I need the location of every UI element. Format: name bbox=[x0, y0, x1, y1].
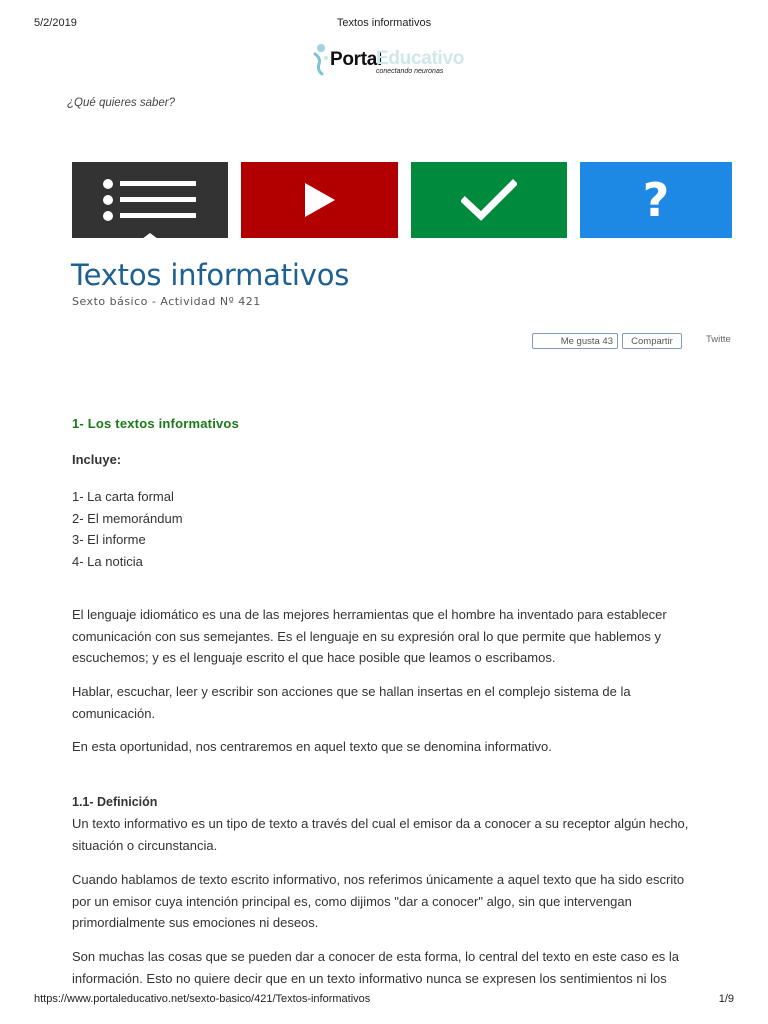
page-subtitle: Sexto básico - Actividad Nº 421 bbox=[72, 295, 261, 308]
paragraph-line: Cuando hablamos de texto escrito informativo, nos referimos únicamente a aquel texto que ha sido escrito bbox=[72, 872, 685, 887]
paragraph-line: Hablar, escuchar, leer y escribir son acciones que se hallan insertas en el complejo sistema de la bbox=[72, 684, 631, 699]
definition-paragraph-1 bbox=[72, 813, 734, 856]
list-icon bbox=[100, 178, 200, 222]
check-icon bbox=[461, 179, 517, 221]
like-button[interactable]: Me gusta 43 bbox=[532, 333, 618, 349]
intro-paragraph-1 bbox=[72, 604, 734, 669]
paragraph-line: escuchemos; y es el lenguaje escrito el que hace posible que leamos o escribamos. bbox=[72, 650, 556, 665]
play-icon bbox=[303, 181, 337, 219]
print-date: 5/2/2019 bbox=[34, 17, 77, 29]
paragraph-line: por un emisor cuya intención principal es, como dijimos "dar a conocer" algo, sin que intervengan bbox=[72, 893, 632, 909]
search-prompt[interactable]: ¿Qué quieres saber? bbox=[67, 97, 176, 109]
print-page-number: 1/9 bbox=[718, 993, 734, 1005]
print-header bbox=[34, 17, 734, 31]
definition-heading: 1.1- Definición bbox=[72, 795, 158, 809]
print-doc-title: Textos informativos bbox=[336, 17, 432, 29]
includes-list bbox=[72, 486, 183, 572]
question-icon bbox=[641, 176, 671, 224]
definition-paragraph-3 bbox=[72, 946, 734, 990]
list-item: 3- El informe bbox=[72, 532, 146, 547]
print-footer bbox=[34, 993, 734, 1007]
paragraph-line: primordialmente sus emociones ni deseos. bbox=[72, 915, 319, 930]
paragraph-line: situación o circunstancia. bbox=[72, 837, 218, 853]
intro-paragraph-2 bbox=[72, 681, 734, 724]
tile-exercises[interactable] bbox=[411, 162, 567, 238]
logo-tagline: conectando neuronas bbox=[376, 68, 444, 75]
site-logo[interactable] bbox=[310, 40, 465, 80]
list-item: 2- El memorándum bbox=[72, 510, 183, 526]
tile-help[interactable] bbox=[580, 162, 732, 238]
tile-contents[interactable] bbox=[72, 162, 228, 238]
paragraph-line: Son muchas las cosas que se pueden dar a conocer de esta forma, lo central del texto en este caso es la bbox=[72, 949, 680, 964]
logo-mark-icon bbox=[312, 42, 330, 76]
paragraph-line: El lenguaje idiomático es una de las mejores herramientas que el hombre ha inventado para establecer bbox=[72, 607, 667, 622]
section-heading: 1- Los textos informativos bbox=[72, 416, 240, 431]
paragraph-line: Un texto informativo es un tipo de texto a través del cual el emisor da a conocer a su receptor algún hecho, bbox=[72, 816, 689, 831]
logo-word-secondary: Educativo bbox=[376, 48, 465, 69]
definition-paragraph-2 bbox=[72, 869, 734, 934]
list-item: 1- La carta formal bbox=[72, 489, 174, 504]
print-url[interactable]: https://www.portaleducativo.net/sexto-basico/421/Textos-informativos bbox=[34, 993, 371, 1005]
paragraph-line: comunicación. bbox=[72, 705, 156, 721]
share-button[interactable]: Compartir bbox=[622, 333, 682, 349]
page-title: Textos informativos bbox=[71, 258, 350, 292]
active-tile-pointer bbox=[142, 233, 158, 239]
svg-text:?: ? bbox=[642, 176, 670, 224]
tile-video[interactable] bbox=[241, 162, 398, 238]
paragraph-line: comunicación con sus semejantes. Es el lenguaje en su expresión oral lo que permite que hablemos y bbox=[72, 628, 661, 644]
list-item: 4- La noticia bbox=[72, 553, 143, 569]
tweet-button[interactable]: Twitte bbox=[706, 334, 731, 345]
nav-tiles bbox=[72, 162, 732, 240]
logo-word: Portal bbox=[330, 49, 383, 70]
intro-paragraph-3 bbox=[72, 736, 734, 758]
paragraph-line: información. Esto no quiere decir que en un texto informativo nunca se expresen los sentimientos ni los bbox=[72, 970, 667, 986]
paragraph-line: En esta oportunidad, nos centraremos en aquel texto que se denomina informativo. bbox=[72, 739, 552, 754]
includes-label: Incluye: bbox=[72, 452, 122, 467]
